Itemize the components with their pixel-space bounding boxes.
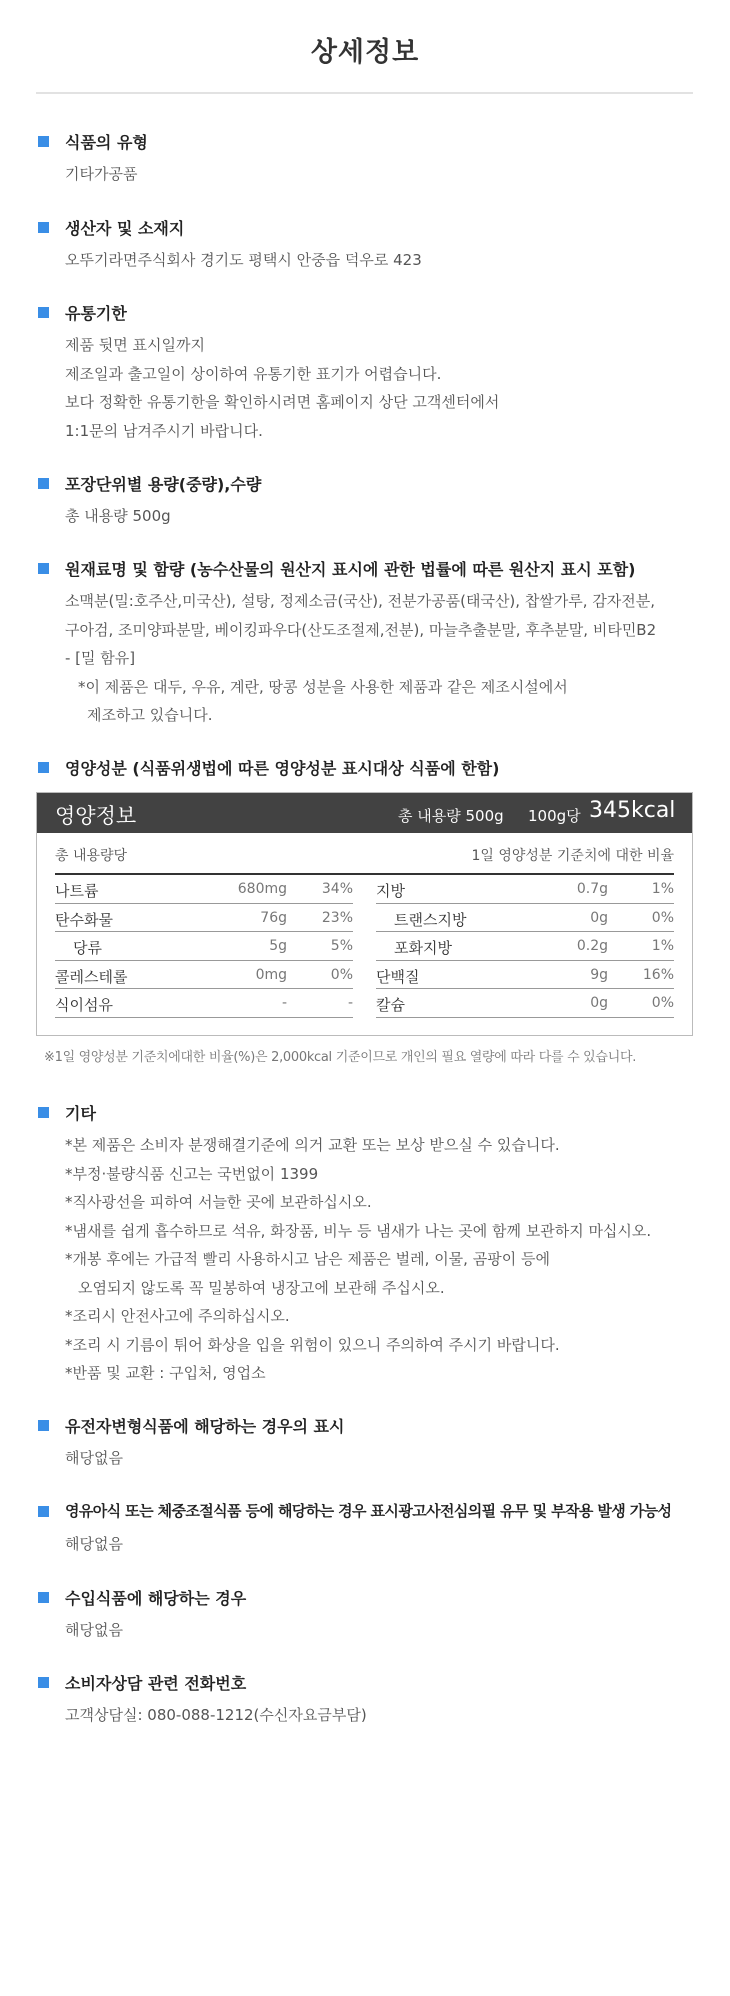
section-text: 총 내용량 500g: [65, 507, 171, 525]
section-title: 생산자 및 소재지: [65, 219, 185, 238]
nutrient-percent: 0%: [651, 909, 674, 926]
nutrition-sub-right: 1일 영양성분 기준치에 대한 비율: [471, 848, 674, 864]
section-ingredients: [38, 557, 698, 730]
nutrition-row: [376, 932, 674, 961]
section-text: *본 제품은 소비자 분쟁해결기준에 의거 교환 또는 보상 받으실 수 있습니다.: [65, 1136, 560, 1154]
nutrient-amount: 0.2g: [576, 938, 608, 954]
section-text: 구아검, 조미양파분말, 베이킹파우다(산도조절제,전분), 마늘추출분말, 후추분말, 비타민B2: [65, 620, 657, 639]
nutrition-left-column: [55, 875, 353, 1018]
section-expiry: [38, 301, 698, 445]
nutrient-percent: -: [347, 995, 353, 1011]
section-gmo: [38, 1414, 698, 1473]
nutrient-amount: 680mg: [237, 881, 287, 897]
nutrient-percent: 0%: [330, 966, 353, 983]
nutrition-row: [376, 989, 674, 1018]
section-title: 유통기한: [65, 304, 127, 323]
nutrient-name: 포화지방: [394, 939, 452, 957]
nutrient-amount: 0.7g: [576, 881, 608, 897]
section-text: 제조일과 출고일이 상이하여 유통기한 표기가 어렵습니다.: [65, 364, 442, 383]
nutrition-row: [55, 932, 353, 961]
section-text: 제조하고 있습니다.: [87, 706, 213, 724]
nutrient-percent: 16%: [642, 966, 674, 983]
nutrition-note: ※1일 영양성분 기준치에대한 비율(%)은 2,000kcal 기준이므로 개인의 필요 열량에 따라 다를 수 있습니다.: [44, 1050, 637, 1065]
bullet-icon: [38, 563, 49, 574]
nutrient-name: 당류: [73, 939, 102, 957]
bullet-icon: [38, 307, 49, 318]
nutrition-sub-left: 총 내용량당: [55, 848, 128, 864]
nutrition-row: [55, 961, 353, 990]
nutrient-name: 콜레스테롤: [55, 967, 128, 986]
nutrient-amount: 0mg: [255, 966, 287, 983]
page-title: 상세정보: [310, 37, 420, 68]
nutrient-amount: 76g: [260, 909, 287, 926]
nutrition-title: 영양정보: [55, 804, 137, 828]
nutrient-amount: 0g: [590, 995, 608, 1011]
nutrient-name: 트랜스지방: [394, 910, 467, 929]
section-text: *개봉 후에는 가급적 빨리 사용하시고 남은 제품은 벌레, 이물, 곰팡이 등에: [65, 1250, 550, 1268]
nutrient-amount: -: [281, 995, 287, 1011]
nutrient-name: 나트륨: [55, 882, 99, 900]
bullet-icon: [38, 1677, 49, 1688]
nutrient-amount: 5g: [269, 938, 287, 954]
nutrition-table: [36, 792, 693, 1036]
section-text: 해당없음: [65, 1449, 123, 1467]
title-divider: [36, 92, 693, 94]
nutrient-amount: 9g: [590, 966, 608, 983]
section-package: [38, 472, 698, 531]
section-infant: [38, 1500, 698, 1559]
section-text: 기타가공품: [65, 165, 138, 183]
section-text: 고객상담실: 080-088-1212(수신자요금부담): [65, 1706, 367, 1724]
nutrient-percent: 5%: [330, 938, 353, 954]
section-title: 식품의 유형: [65, 133, 148, 152]
bullet-icon: [38, 136, 49, 147]
section-title: 소비자상담 관련 전화번호: [65, 1674, 247, 1693]
nutrition-header: [37, 793, 692, 833]
section-imported: [38, 1586, 698, 1645]
bullet-icon: [38, 478, 49, 489]
section-text: *이 제품은 대두, 우유, 계란, 땅콩 성분을 사용한 제품과 같은 제조시설에서: [78, 677, 568, 696]
nutrient-percent: 34%: [321, 881, 353, 897]
section-text: *조리시 안전사고에 주의하십시오.: [65, 1307, 290, 1325]
section-text: 1:1문의 남겨주시기 바랍니다.: [65, 421, 263, 440]
section-title: 기타: [65, 1104, 96, 1123]
nutrition-per: 100g당: [528, 807, 581, 825]
nutrition-row: [376, 904, 674, 933]
section-text: 해당없음: [65, 1535, 123, 1553]
nutrient-percent: 23%: [321, 909, 353, 926]
section-text: *직사광선을 피하여 서늘한 곳에 보관하십시오.: [65, 1193, 372, 1211]
section-text: 오뚜기라면주식회사 경기도 평택시 안중읍 덕우로 423: [65, 251, 422, 269]
section-text: 보다 정확한 유통기한을 확인하시려면 홈페이지 상단 고객센터에서: [65, 393, 500, 411]
nutrition-row: [55, 875, 353, 904]
section-text: *부정·불량식품 신고는 국번없이 1399: [65, 1164, 319, 1183]
section-title: 영양성분 (식품위생법에 따른 영양성분 표시대상 식품에 한함): [65, 759, 500, 778]
nutrition-row: [376, 961, 674, 990]
section-producer: [38, 216, 698, 275]
section-text: 오염되지 않도록 꼭 밀봉하여 냉장고에 보관해 주십시오.: [78, 1278, 445, 1297]
nutrition-row: [376, 875, 674, 904]
bullet-icon: [38, 1506, 49, 1517]
nutrient-percent: 0%: [651, 995, 674, 1011]
nutrition-right-column: [376, 875, 674, 1018]
nutrient-name: 탄수화물: [55, 910, 113, 929]
bullet-icon: [38, 762, 49, 773]
nutrition-row: [55, 904, 353, 933]
section-title: 원재료명 및 함량 (농수산물의 원산지 표시에 관한 법률에 따른 원산지 표시 포함): [65, 560, 636, 579]
section-consumer: [38, 1671, 698, 1730]
nutrition-kcal: 345kcal: [589, 798, 676, 823]
section-text: 해당없음: [65, 1621, 123, 1639]
nutrient-percent: 1%: [651, 881, 674, 897]
nutrition-row: [55, 989, 353, 1018]
nutrient-name: 칼슘: [376, 996, 405, 1014]
section-food-type: [38, 130, 698, 189]
section-text: - [밀 함유]: [65, 649, 136, 667]
section-title: 포장단위별 용량(중량),수량: [65, 475, 262, 494]
nutrient-amount: 0g: [590, 909, 608, 926]
nutrient-percent: 1%: [651, 938, 674, 954]
bullet-icon: [38, 1420, 49, 1431]
section-text: 제품 뒷면 표시일까지: [65, 336, 205, 354]
section-etc: [38, 1101, 698, 1388]
section-title: 유전자변형식품에 해당하는 경우의 표시: [65, 1417, 345, 1436]
bullet-icon: [38, 1107, 49, 1118]
section-text: *냄새를 쉽게 흡수하므로 석유, 화장품, 비누 등 냄새가 나는 곳에 함께 보관하지 마십시오.: [65, 1221, 652, 1240]
bullet-icon: [38, 222, 49, 233]
section-text: 소맥분(밀:호주산,미국산), 설탕, 정제소금(국산), 전분가공품(태국산), 찹쌀가루, 감자전분,: [65, 592, 656, 610]
nutrient-name: 지방: [376, 882, 405, 900]
section-title: 수입식품에 해당하는 경우: [65, 1589, 247, 1608]
nutrient-name: 식이섬유: [55, 996, 113, 1014]
section-text: *반품 및 교환 : 구입처, 영업소: [65, 1364, 266, 1382]
section-text: *조리 시 기름이 튀어 화상을 입을 위험이 있으니 주의하여 주시기 바랍니다.: [65, 1335, 560, 1354]
nutrition-total: 총 내용량 500g: [398, 807, 504, 825]
nutrient-name: 단백질: [376, 967, 420, 986]
section-title: 영유아식 또는 체중조절식품 등에 해당하는 경우 표시광고사전심의필 유무 및 부작용 발생 가능성: [65, 1502, 672, 1520]
bullet-icon: [38, 1592, 49, 1603]
section-nutrition: [38, 756, 698, 782]
